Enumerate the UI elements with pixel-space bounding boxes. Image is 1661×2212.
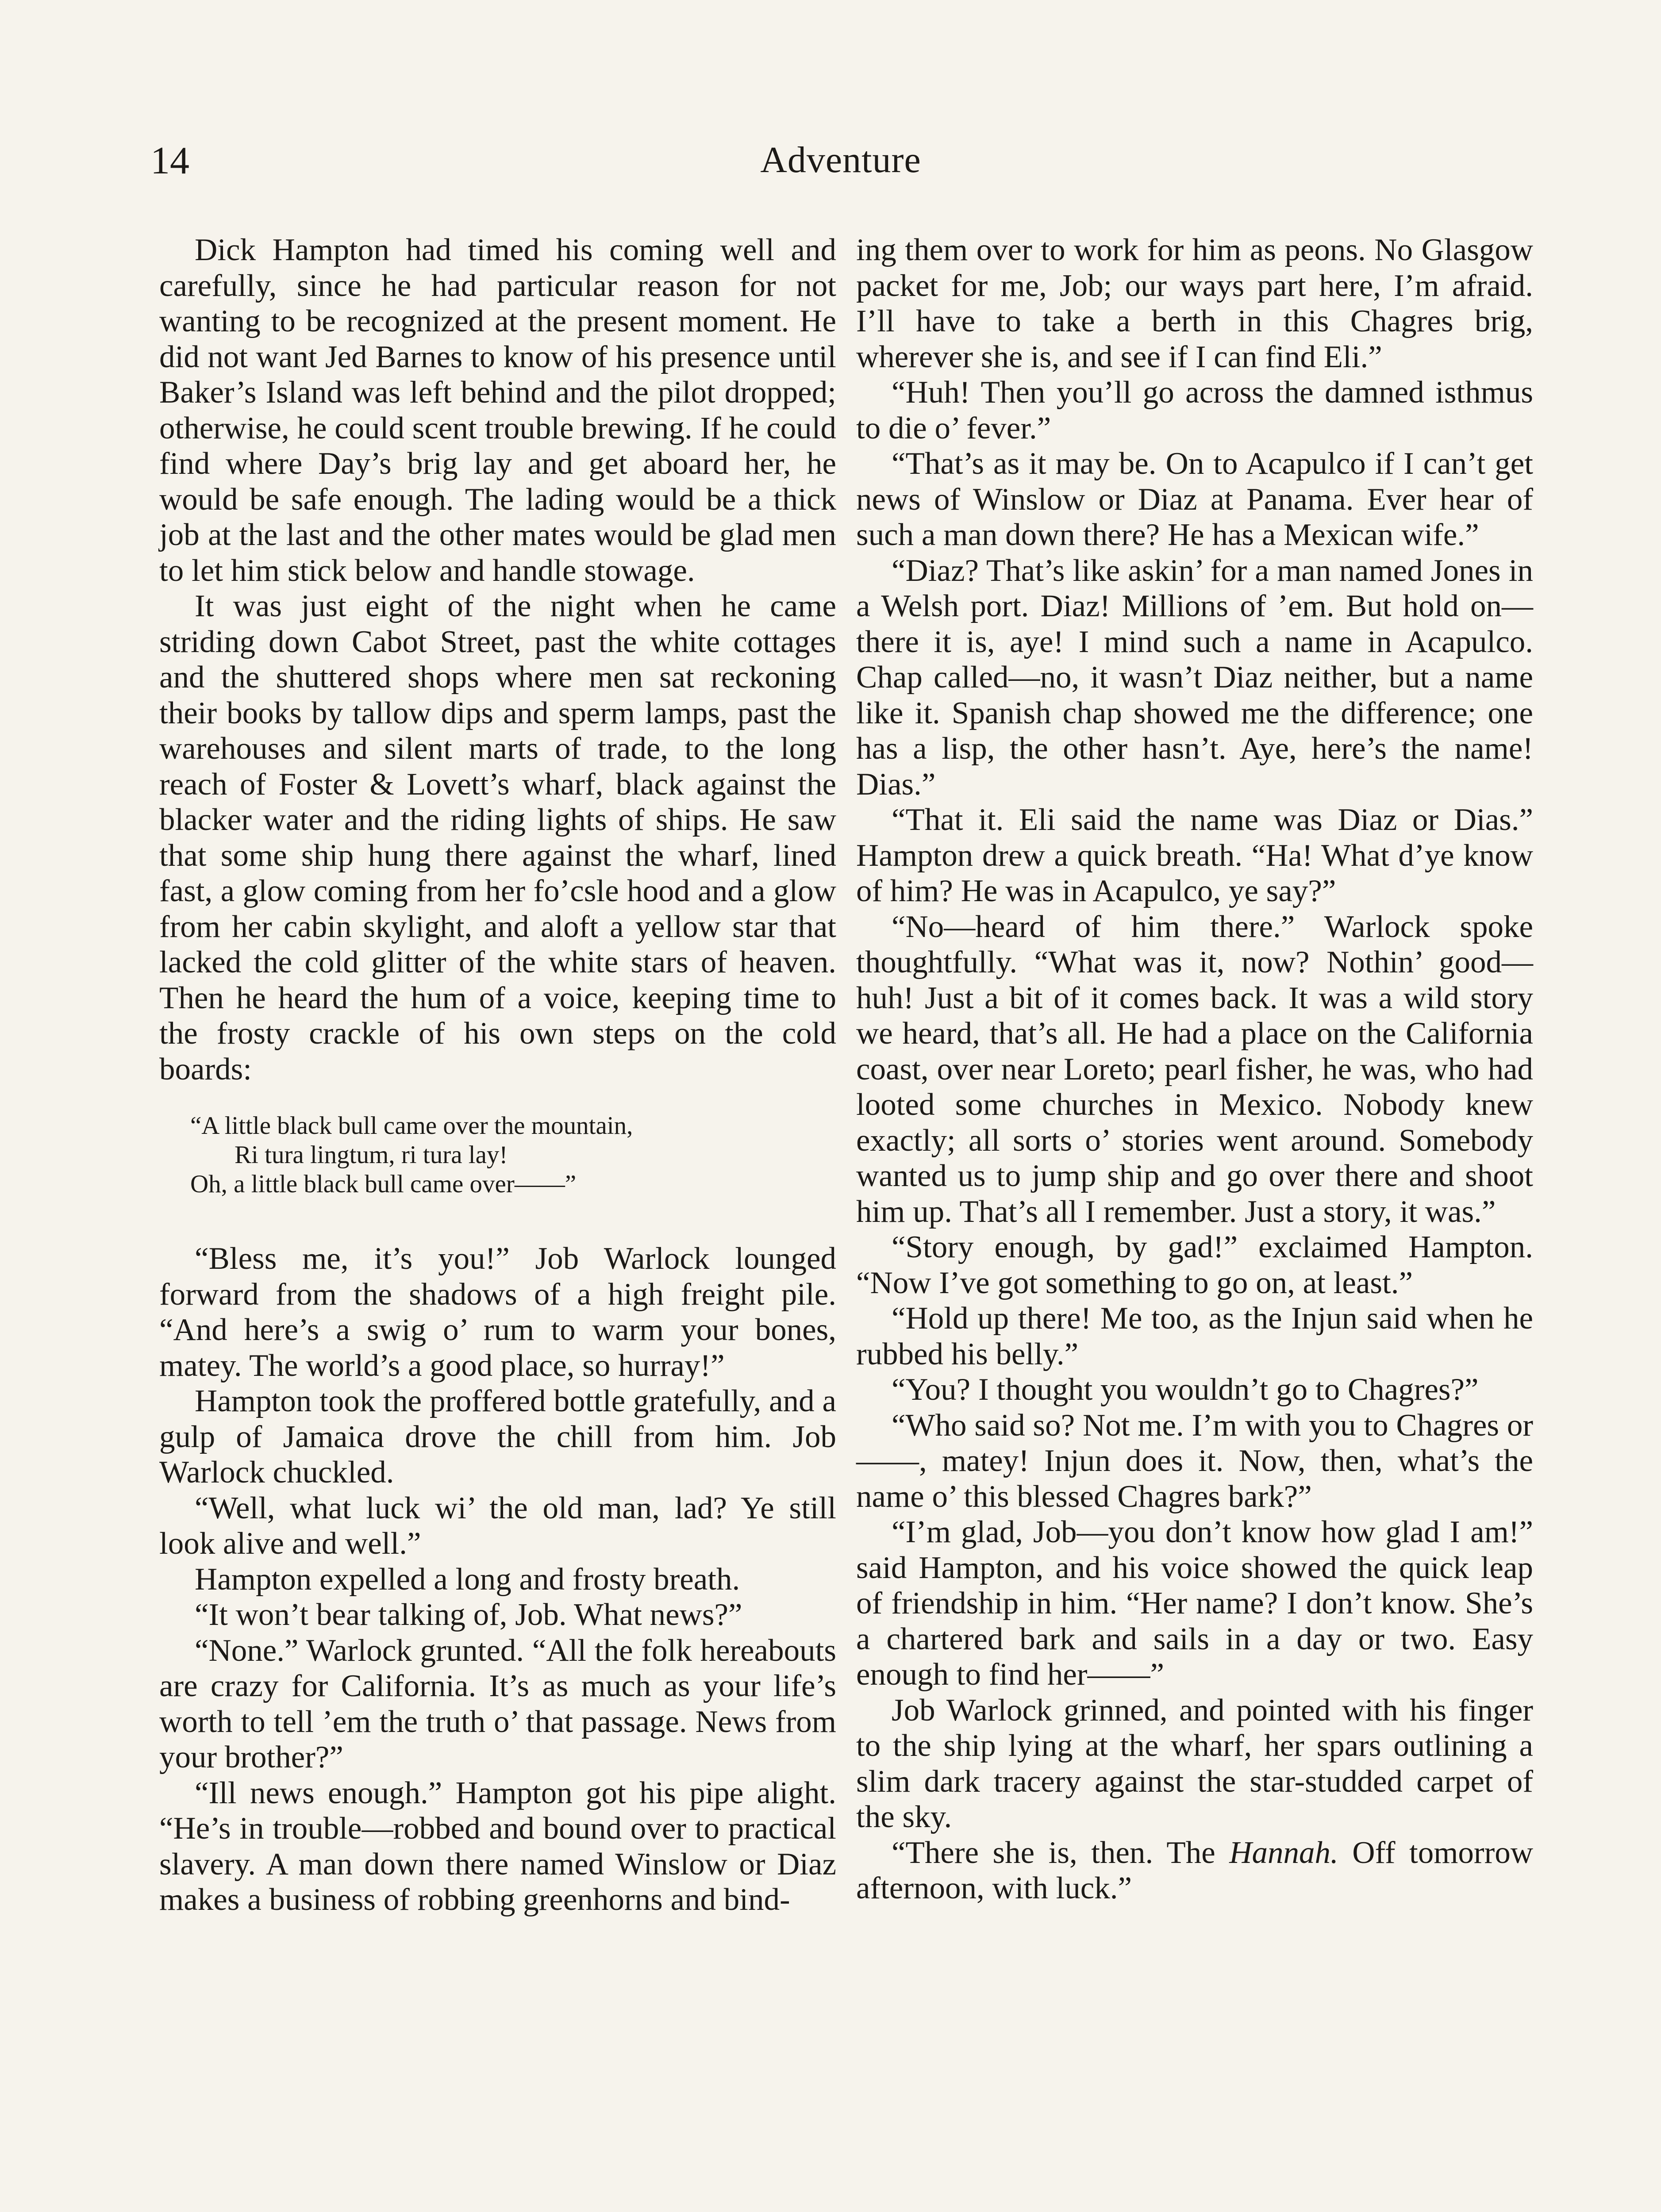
paragraph: Hampton took the proffered bottle gratefully, and a gulp of Jamaica drove the chill from him. Job Warlock chuckled.: [159, 1384, 836, 1490]
paragraph: “Hold up there! Me too, as the Injun said when he rubbed his belly.”: [856, 1301, 1533, 1371]
paragraph: It was just eight of the night when he came striding down Cabot Street, past the white cottages and the shuttered shops where men sat reckoning their books by tallow dips and sperm lamps, past the warehouses and silent marts of trade, to the long reach of Foster & Lovett’s wharf, black against the blacker water and the riding lights of ships. He saw that some ship hung there against the wharf, lined fast, a glow coming from her fo’csle hood and a glow from her cabin skylight, and aloft a yellow star that lacked the cold glitter of the white stars of heaven. Then he heard the hum of a voice, keeping time to the frosty crackle of his own steps on the cold boards:: [159, 589, 836, 1087]
page-number: 14: [150, 139, 189, 182]
paragraph: “Bless me, it’s you!” Job Warlock lounged forward from the shadows of a high freight pile. “And here’s a swig o’ rum to warm your bones, matey. The world’s a good place, so hurray!”: [159, 1241, 836, 1383]
verse-line: Oh, a little black bull came over——”: [190, 1170, 577, 1198]
paragraph: “It won’t bear talking of, Job. What news?”: [195, 1598, 742, 1632]
paragraph: “You? I thought you wouldn’t go to Chagres?”: [892, 1372, 1479, 1407]
magazine-title: Adventure: [760, 139, 921, 180]
final-text-after: Off tomorrow afternoon, with luck.”: [856, 1835, 1533, 1905]
ship-name: Hannah.: [1229, 1835, 1338, 1870]
left-column: [159, 232, 836, 1918]
paragraph: “That’s as it may be. On to Acapulco if I can’t get news of Winslow or Diaz at Panama. Ever hear of such a man down there? He has a Mexican wife.”: [856, 446, 1533, 552]
paragraph: “Huh! Then you’ll go across the damned isthmus to die o’ fever.”: [856, 375, 1533, 445]
paragraph: “That it. Eli said the name was Diaz or Dias.” Hampton drew a quick breath. “Ha! What d’ye know of him? He was in Acapulco, ye say?”: [856, 803, 1533, 908]
paragraph: “Who said so? Not me. I’m with you to Chagres or ——, matey! Injun does it. Now, then, what’s the name o’ this blessed Chagres bark?”: [856, 1408, 1533, 1514]
paragraph-continuation: ing them over to work for him as peons. No Glasgow packet for me, Job; our ways part here, I’m afraid. I’ll have to take a berth in this Chagres brig, wherever she is, and see if I can find Eli.”: [856, 233, 1533, 374]
paragraph: Dick Hampton had timed his coming well and carefully, since he had particular reason for not wanting to be recognized at the present moment. He did not want Jed Barnes to know of his presence until Baker’s Island was left behind and the pilot dropped; otherwise, he could scent trouble brewing. If he could find where Day’s brig lay and get aboard her, he would be safe enough. The lading would be a thick job at the last and the other mates would be glad men to let him stick below and handle stowage.: [159, 233, 836, 588]
paragraph: “I’m glad, Job—you don’t know how glad I am!” said Hampton, and his voice showed the quick leap of friendship in him. “Her name? I don’t know. She’s a chartered bark and sails in a day or two. Easy enough to find her——”: [856, 1515, 1533, 1692]
final-paragraph: [856, 1835, 1533, 1906]
paragraph: Job Warlock grinned, and pointed with his finger to the ship lying at the wharf, her spars outlining a slim dark tracery against the star-studded carpet of the sky.: [856, 1693, 1533, 1834]
paragraph: “Well, what luck wi’ the old man, lad? Ye still look alive and well.”: [159, 1490, 836, 1561]
paragraph: “Ill news enough.” Hampton got his pipe alight. “He’s in trouble—robbed and bound over to practical slavery. A man down there named Winslow or Diaz makes a business of robbing greenhorns and bind-: [159, 1775, 836, 1917]
verse-line: “A little black bull came over the mountain,: [190, 1112, 633, 1140]
song-verse: [190, 1111, 836, 1199]
verse-line: Ri tura lingtum, ri tura lay!: [235, 1141, 508, 1169]
paragraph: “Diaz? That’s like askin’ for a man named Jones in a Welsh port. Diaz! Millions of ’em. But hold on—there it is, aye! I mind such a name in Acapulco. Chap called—no, it wasn’t Diaz neither, but a name like it. Spanish chap showed me the difference; one has a lisp, the other hasn’t. Aye, here’s the name! Dias.”: [856, 553, 1533, 802]
paragraph: “No—heard of him there.” Warlock spoke thoughtfully. “What was it, now? Nothin’ good—huh! Just a bit of it comes back. It was a wild story we heard, that’s all. He had a place on the California coast, over near Loreto; pearl fisher, he was, who had looted some churches in Mexico. Nobody knew exactly; all sorts o’ stories went around. Somebody wanted us to jump ship and go over there and shoot him up. That’s all I remember. Just a story, it was.”: [856, 909, 1533, 1229]
paragraph: “None.” Warlock grunted. “All the folk hereabouts are crazy for California. It’s as much as your life’s worth to tell ’em the truth o’ that passage. News from your brother?”: [159, 1633, 836, 1774]
paragraph: Hampton expelled a long and frosty breath.: [195, 1562, 740, 1597]
running-head: [150, 139, 1531, 195]
right-column: [856, 232, 1533, 1906]
final-text-before: “There she is, then. The: [892, 1835, 1230, 1870]
paragraph: “Story enough, by gad!” exclaimed Hampton. “Now I’ve got something to go on, at least.”: [856, 1230, 1533, 1300]
